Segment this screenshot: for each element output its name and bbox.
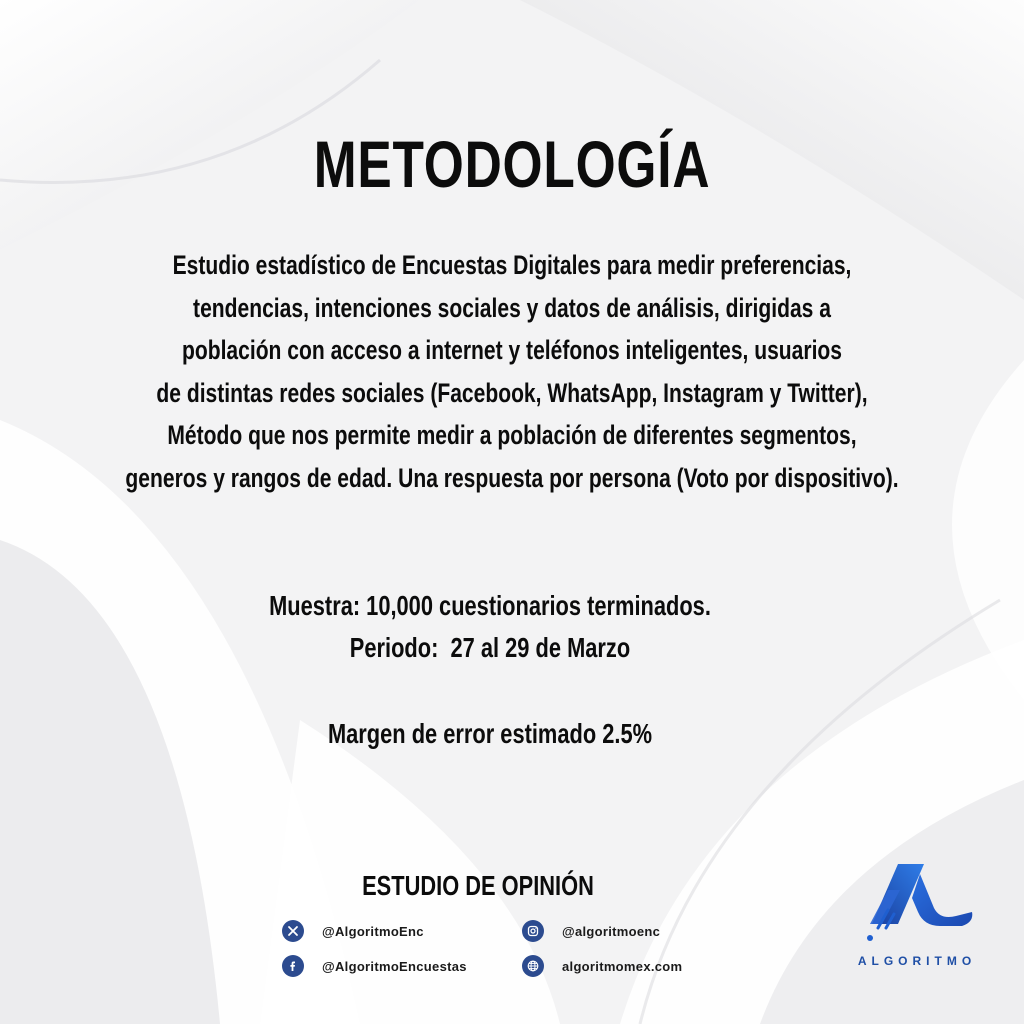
social-facebook[interactable] — [282, 953, 467, 979]
description-line: Estudio estadístico de Encuestas Digitales para medir preferencias, — [172, 250, 852, 280]
website-url: algoritmomex.com — [562, 958, 683, 974]
instagram-icon — [522, 920, 544, 942]
description-line: Método que nos permite medir a población de diferentes segmentos, — [167, 420, 857, 451]
description-line: generos y rangos de edad. Una respuesta por persona (Voto por dispositivo). — [125, 462, 899, 493]
description-line: de distintas redes sociales (Facebook, WhatsApp, Instagram y Twitter), — [156, 377, 868, 408]
instagram-handle: @algoritmoenc — [562, 923, 661, 939]
page-title: METODOLOGÍA — [313, 127, 711, 201]
algoritmo-logo-mark — [858, 862, 976, 944]
sample-size: Muestra: 10,000 cuestionarios terminados. — [269, 590, 711, 621]
error-margin: Margen de error estimado 2.5% — [327, 718, 653, 749]
survey-period: Periodo: 27 al 29 de Marzo — [349, 632, 631, 663]
methodology-description — [81, 244, 942, 500]
social-twitter[interactable] — [282, 918, 424, 944]
description-line: tendencias, intenciones sociales y datos de análisis, dirigidas a — [193, 292, 831, 323]
facebook-handle: @AlgoritmoEncuestas — [322, 958, 467, 974]
algoritmo-logo — [852, 862, 982, 974]
footer-title: ESTUDIO DE OPINIÓN — [362, 870, 594, 901]
website-link[interactable] — [522, 953, 682, 979]
social-instagram[interactable] — [522, 918, 660, 944]
twitter-handle: @AlgoritmoEnc — [322, 923, 424, 939]
x-twitter-icon — [282, 920, 304, 942]
logo-wordmark: ALGORITMO — [857, 954, 977, 968]
description-line: población con acceso a internet y teléfonos inteligentes, usuarios — [181, 335, 843, 366]
facebook-icon — [282, 955, 304, 977]
globe-icon — [522, 955, 544, 977]
